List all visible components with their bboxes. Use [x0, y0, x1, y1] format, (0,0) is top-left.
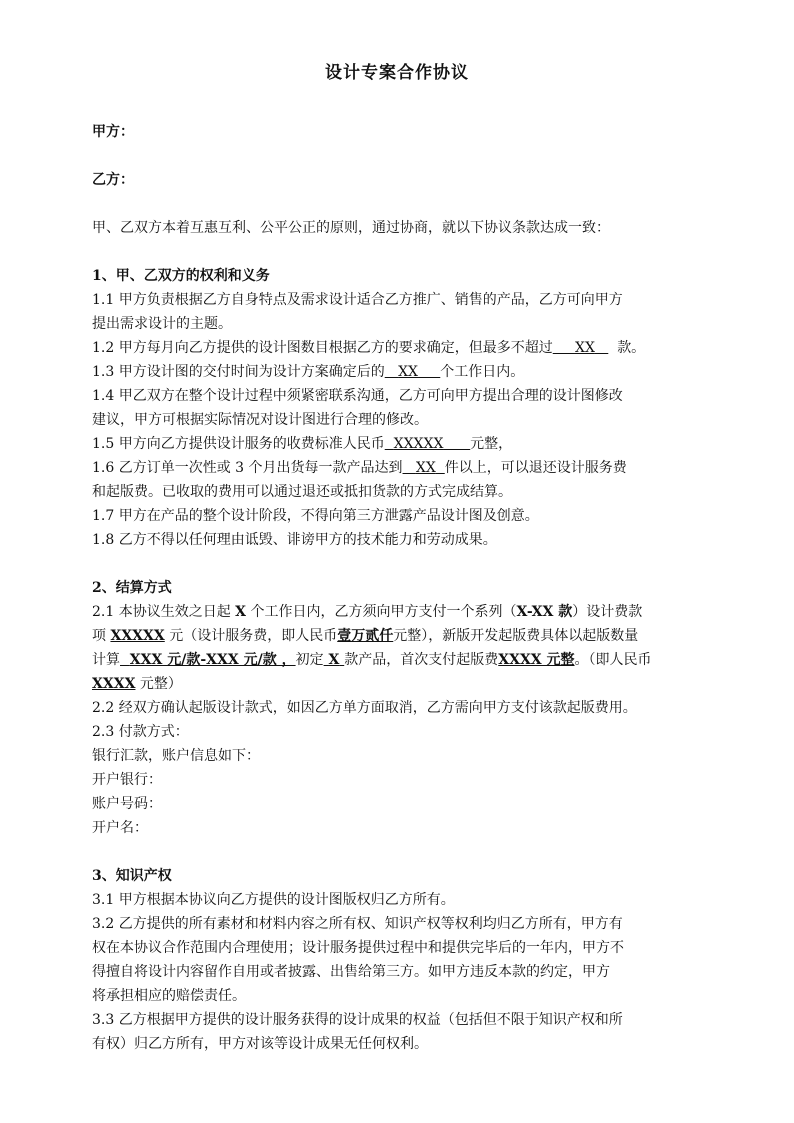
clause-1-4-cont: 建议，甲方可根据实际情况对设计图进行合理的修改。	[92, 412, 428, 428]
document-title: 设计专案合作协议	[325, 63, 469, 83]
clause-1-6-cont: 和起版费。已收取的费用可以通过退还或抵扣货款的方式完成结算。	[92, 484, 512, 500]
clause-2-1-l2-post: 元整），新版开发起版费具体以起版数量	[393, 628, 639, 644]
clause-1-5-text: 1.5 甲方向乙方提供设计服务的收费标准人民币	[92, 436, 385, 452]
clause-2-1-line2	[92, 626, 712, 646]
clause-1-2-text: 1.2 甲方每月向乙方提供的设计图数目根据乙方的要求确定，但最多不超过	[92, 340, 553, 356]
max-designs-text: XX	[574, 340, 595, 356]
clause-3-2: 3.2 乙方提供的所有素材和材料内容之所有权、知识产权等权利均归乙方所有，甲方有	[92, 916, 623, 932]
clause-2-1-l2-mid: 元（设计服务费，即人民币	[164, 628, 338, 644]
clause-2-1-mid: 个工作日内，乙方须向甲方支付一个系列（	[246, 604, 517, 620]
clause-1-3-post: 个工作日内。	[440, 364, 525, 380]
clause-3-2-cont3: 将承担相应的赔偿责任。	[92, 988, 246, 1004]
clause-2-1-l3-pre: 计算	[92, 652, 120, 668]
clause-2-1-post: ）设计费款	[572, 604, 643, 620]
clause-1-7: 1.7 甲方在产品的整个设计阶段，不得向第三方泄露产品设计图及创意。	[92, 508, 539, 524]
clause-2-1	[92, 602, 712, 622]
clause-2-1-line4	[92, 674, 712, 694]
clause-2-1-l3-mid: 初定	[295, 652, 324, 668]
clause-3-1: 3.1 甲方根据本协议向乙方提供的设计图版权归乙方所有。	[92, 892, 455, 908]
clause-2-1-text: 2.1 本协议生效之日起	[92, 604, 236, 620]
section-1-heading: 1、甲、乙双方的权利和义务	[92, 268, 270, 284]
clause-1-6	[92, 458, 712, 478]
design-fee-value: XXXXX	[110, 628, 165, 644]
clause-1-4: 1.4 甲乙双方在整个设计过程中须紧密联系沟通，乙方可向甲方提出合理的设计图修改	[92, 388, 623, 404]
clause-1-8: 1.8 乙方不得以任何理由诋毁、诽谤甲方的技术能力和劳动成果。	[92, 532, 497, 548]
clause-1-5	[92, 434, 712, 454]
clause-1-3-text: 1.3 甲方设计图的交付时间为设计方案确定后的	[92, 364, 385, 380]
bank-name-label: 开户银行：	[92, 772, 162, 788]
clause-3-2-cont1: 权在本协议合作范围内合理使用；设计服务提供过程中和提供完毕后的一年内，甲方不	[92, 940, 624, 956]
delivery-days-text: XX	[398, 364, 419, 380]
first-sample-fee: XXXX 元整	[498, 652, 575, 668]
account-holder-label: 开户名：	[92, 820, 148, 836]
clause-2-1-l2-pre: 项	[92, 628, 111, 644]
clause-1-6-text: 1.6 乙方订单一次性或 3 个月出货每一款产品达到	[92, 460, 403, 476]
clause-2-2: 2.2 经双方确认起版设计款式，如因乙方单方面取消，乙方需向甲方支付该款起版费用。	[92, 700, 637, 716]
delivery-days-value	[385, 364, 441, 380]
clause-2-1-l4-post: 元整）	[139, 676, 182, 692]
clause-1-5-post: 元整，	[470, 436, 513, 452]
series-range: X-XX 款	[516, 604, 573, 620]
clause-3-3: 3.3 乙方根据甲方提供的设计服务获得的设计成果的权益（包括但不限于知识产权和所	[92, 1012, 623, 1028]
clause-1-2-unit: 款。	[617, 340, 646, 356]
bank-transfer-intro: 银行汇款，账户信息如下：	[92, 748, 260, 764]
party-a-label: 甲方：	[92, 124, 134, 140]
clause-3-2-cont2: 得擅自将设计内容留作自用或者披露、出售给第三方。如甲方违反本款的约定，甲方	[92, 964, 610, 980]
clause-3-3-cont: 有权）归乙方所有，甲方对该等设计成果无任何权利。	[92, 1036, 428, 1052]
initial-count-x	[324, 652, 345, 668]
design-fee-chinese: 壹万贰仟	[337, 628, 394, 644]
clause-2-1-l3-post: 。（即人民币	[574, 652, 652, 668]
sample-fee-range	[120, 652, 296, 668]
clause-2-3: 2.3 付款方式：	[92, 724, 189, 740]
sample-fee-range-text: XXX 元/款-XXX 元/款 ，	[129, 652, 296, 668]
initial-count-text: X	[328, 652, 340, 668]
clause-1-1-cont: 提出需求设计的主题。	[92, 316, 232, 332]
account-number-label: 账户号码：	[92, 796, 162, 812]
fee-text: XXXXX	[393, 436, 444, 452]
clause-1-1: 1.1 甲方负责根据乙方自身特点及需求设计适合乙方推广、销售的产品，乙方可向甲方	[92, 292, 623, 308]
clause-2-1-line3	[92, 650, 712, 670]
clause-2-1-l3-mid2: 款产品，首次支付起版费	[344, 652, 499, 668]
section-3-heading: 3、知识产权	[92, 868, 172, 884]
intro-paragraph: 甲、乙双方本着互惠互利、公平公正的原则，通过协商，就以下协议条款达成一致：	[92, 220, 610, 236]
order-qty-text: XX	[415, 460, 436, 476]
party-b-label: 乙方：	[92, 172, 134, 188]
section-2-heading: 2、结算方式	[92, 580, 172, 596]
clause-1-6-post: 件以上，可以退还设计服务费	[444, 460, 627, 476]
order-qty-value	[403, 460, 445, 476]
max-designs-value	[553, 340, 609, 356]
fee-value	[385, 436, 470, 452]
workdays-x: X	[235, 604, 247, 620]
clause-1-3	[92, 362, 712, 382]
rmb-amount-value: XXXX	[92, 676, 136, 692]
clause-1-2	[92, 338, 712, 358]
